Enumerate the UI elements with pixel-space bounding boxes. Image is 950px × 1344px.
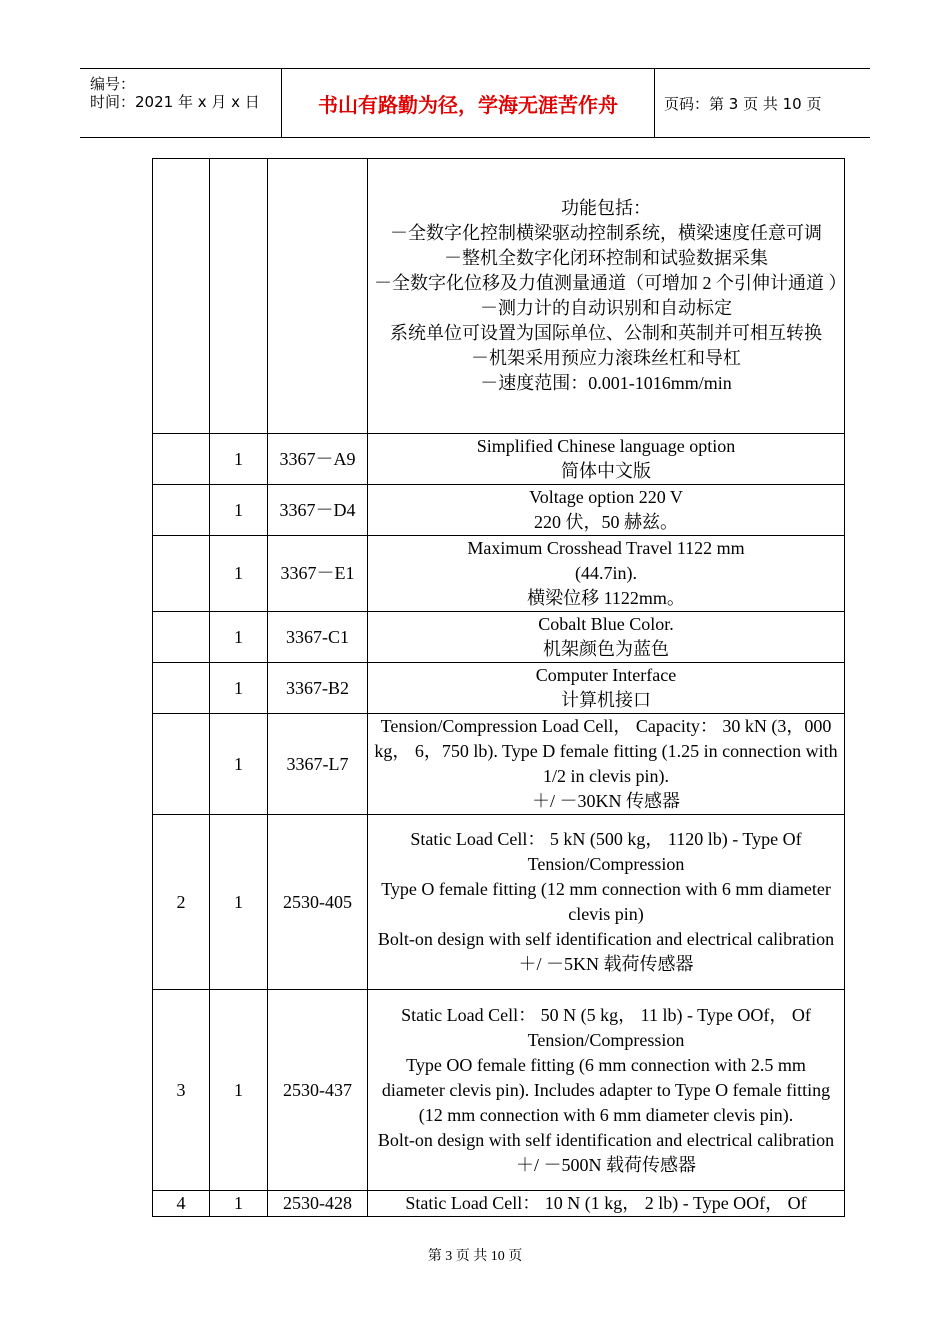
description-line: (44.7in). [575, 563, 637, 583]
cell-quantity: 1 [210, 485, 268, 536]
cell-description [368, 159, 845, 434]
description-line: 220 伏，50 赫兹。 [534, 512, 678, 532]
cell-item-number: 2 [153, 815, 210, 990]
cell-quantity: 1 [210, 714, 268, 815]
description-line: Type OO female fitting (6 mm connection with 2.5 mm diameter clevis pin). Includes adapter to Type O female fitting (12 mm connection with 6 mm diameter clevis pin). [381, 1054, 831, 1125]
description-line: Static Load Cell： 50 N (5 kg， 11 lb) - Type OOf， Of Tension/Compression [401, 1004, 811, 1050]
cell-quantity: 1 [210, 663, 268, 714]
cell-part-number: 3367－D4 [268, 485, 368, 536]
description-line: Voltage option 220 V [529, 487, 683, 507]
cell-description [368, 815, 845, 990]
description-line: 机架颜色为蓝色 [543, 639, 669, 659]
cell-item-number [153, 536, 210, 612]
table-row [153, 714, 845, 815]
cell-item-number [153, 485, 210, 536]
cell-description [368, 536, 845, 612]
cell-quantity [210, 159, 268, 434]
description-line: 系统单位可设置为国际单位、公制和英制并可相互转换 [390, 323, 822, 343]
table-row [153, 612, 845, 663]
cell-item-number: 4 [153, 1191, 210, 1217]
description-line: －测力计的自动识别和自动标定 [480, 298, 732, 318]
cell-part-number: 3367-C1 [268, 612, 368, 663]
description-line: Simplified Chinese language option [476, 436, 736, 456]
table-row [153, 159, 845, 434]
cell-part-number: 3367－A9 [268, 434, 368, 485]
description-line: Maximum Crosshead Travel 1122 mm [467, 538, 745, 558]
cell-description [368, 612, 845, 663]
description-line: Static Load Cell： 5 kN (500 kg， 1120 lb) - Type Of Tension/Compression [410, 829, 802, 874]
document-number: 编号： [90, 75, 136, 93]
description-line: 功能包括： [561, 198, 651, 218]
specification-table [152, 158, 845, 1217]
description-line: Tension/Compression Load Cell， Capacity： 30 kN (3，000 kg， 6，750 lb). Type D female fitting (1.25 in connection with 1/2 in clevis pin). [374, 716, 838, 786]
cell-quantity: 1 [210, 815, 268, 990]
table-row [153, 485, 845, 536]
cell-quantity: 1 [210, 990, 268, 1191]
description-line: Bolt-on design with self identification and electrical calibration [377, 1129, 835, 1150]
description-line: Static Load Cell： 10 N (1 kg， 2 lb) - Type OOf， Of [405, 1193, 807, 1213]
cell-part-number: 2530-428 [268, 1191, 368, 1217]
description-line: Cobalt Blue Color. [538, 614, 674, 634]
table-row [153, 434, 845, 485]
cell-part-number: 3367-B2 [268, 663, 368, 714]
cell-description [368, 485, 845, 536]
cell-part-number: 2530-405 [268, 815, 368, 990]
header-motto: 书山有路勤为径，学海无涯苦作舟 [281, 69, 655, 137]
cell-item-number [153, 434, 210, 485]
cell-quantity: 1 [210, 1191, 268, 1217]
cell-item-number [153, 159, 210, 434]
header-page-info [654, 69, 870, 137]
cell-quantity: 1 [210, 536, 268, 612]
description-line: ＋/ －500N 载荷传感器 [516, 1154, 696, 1175]
header-meta [80, 69, 281, 137]
cell-part-number: 3367－E1 [268, 536, 368, 612]
table-row [153, 990, 845, 1191]
cell-description [368, 990, 845, 1191]
description-line: －速度范围：0.001-1016mm/min [480, 373, 732, 393]
cell-item-number: 3 [153, 990, 210, 1191]
description-line: Bolt-on design with self identification and electrical calibration [377, 929, 835, 949]
cell-item-number [153, 714, 210, 815]
description-line: 计算机接口 [561, 690, 651, 710]
description-line: Computer Interface [535, 665, 677, 685]
table-row [153, 815, 845, 990]
specification-table-body [153, 159, 845, 1217]
page-footer: 第 3 页 共 10 页 [427, 1249, 523, 1264]
description-line: ＋/ －5KN 载荷传感器 [518, 954, 694, 974]
description-line: 横梁位移 1122mm。 [527, 588, 685, 608]
cell-description [368, 714, 845, 815]
description-line: ＋/ －30KN 传感器 [532, 791, 680, 811]
cell-quantity: 1 [210, 612, 268, 663]
page-info-text: 页码：第 3 页 共 10 页 [664, 94, 822, 113]
description-line: －全数字化控制横梁驱动控制系统，横梁速度任意可调 [390, 223, 822, 243]
page-header [80, 68, 870, 138]
cell-part-number [268, 159, 368, 434]
cell-quantity: 1 [210, 434, 268, 485]
document-date: 时间：2021 年 x 月 x 日 [90, 93, 260, 111]
cell-item-number [153, 663, 210, 714]
description-line: －整机全数字化闭环控制和试验数据采集 [444, 248, 768, 268]
table-row [153, 1191, 845, 1217]
cell-description [368, 663, 845, 714]
description-line: －全数字化位移及力值测量通道（可增加 2 个引伸计通道 ） [374, 273, 847, 293]
description-line: 简体中文版 [561, 461, 651, 481]
cell-part-number: 3367-L7 [268, 714, 368, 815]
table-row [153, 663, 845, 714]
cell-part-number: 2530-437 [268, 990, 368, 1191]
cell-description [368, 434, 845, 485]
table-row [153, 536, 845, 612]
description-line: －机架采用预应力滚珠丝杠和导杠 [471, 348, 741, 368]
cell-description [368, 1191, 845, 1217]
cell-item-number [153, 612, 210, 663]
description-line: Type O female fitting (12 mm connection with 6 mm diameter clevis pin) [381, 879, 831, 924]
